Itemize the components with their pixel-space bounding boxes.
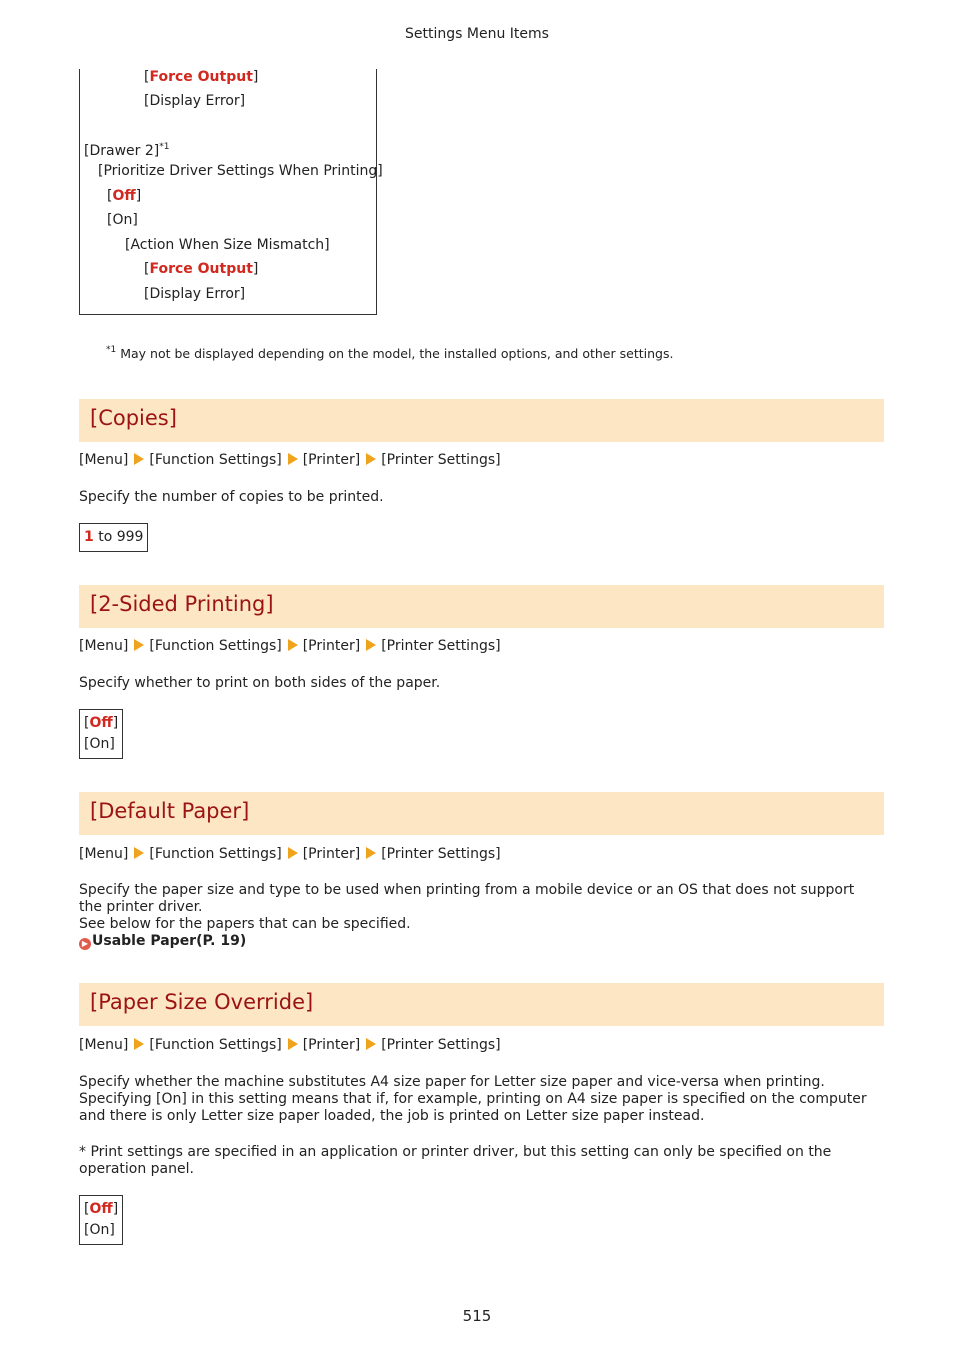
arrow-right-icon	[134, 1038, 144, 1050]
path-printer-settings: [Printer Settings]	[381, 638, 501, 654]
path-function-settings: [Function Settings]	[149, 638, 282, 654]
menu-path-default-paper	[79, 846, 501, 862]
section-title-2-sided	[79, 585, 884, 628]
usable-paper-link[interactable]	[79, 933, 879, 950]
path-function-settings: [Function Settings]	[149, 452, 282, 468]
arrow-right-icon	[366, 1038, 376, 1050]
settings-tree-box	[79, 69, 383, 315]
default-paper-description	[79, 882, 879, 950]
path-printer-settings: [Printer Settings]	[381, 846, 501, 862]
tree-prioritize-driver: [Prioritize Driver Settings When Printing]	[98, 163, 383, 179]
option-off: [Off]	[84, 715, 119, 731]
section-heading: [Paper Size Override]	[90, 990, 314, 1014]
option-off: [Off]	[84, 1201, 119, 1217]
arrow-right-icon	[366, 453, 376, 465]
section-title-paper-override	[79, 983, 884, 1026]
menu-path-paper-override	[79, 1037, 501, 1053]
description-paragraph: Specify the paper size and type to be used when printing from a mobile device or an OS that does not support the printer driver.	[79, 882, 855, 915]
arrow-right-icon	[134, 453, 144, 465]
description-paragraph: See below for the papers that can be specified.	[79, 916, 411, 932]
path-printer-settings: [Printer Settings]	[381, 452, 501, 468]
arrow-right-icon	[134, 847, 144, 859]
path-menu: [Menu]	[79, 452, 129, 468]
option-on: [On]	[84, 736, 115, 752]
menu-path-2-sided	[79, 638, 501, 654]
footnote	[106, 346, 673, 361]
two-sided-options-box	[79, 709, 123, 759]
path-menu: [Menu]	[79, 1037, 129, 1053]
footnote-marker: *1	[159, 142, 170, 152]
menu-path-copies	[79, 452, 501, 468]
path-function-settings: [Function Settings]	[149, 1037, 282, 1053]
paper-override-description: Specify whether the machine substitutes A4 size paper for Letter size paper and vice-versa when printing. Specifying [On] in this setting means that if, for example, printing on A4 size paper is specified on the computer and there is only Letter size paper loaded, the job is printed on Letter size paper instead.	[79, 1074, 867, 1124]
arrow-right-icon	[366, 847, 376, 859]
tree-force-output-2: [Force Output]	[144, 261, 259, 277]
default-value: Off	[112, 188, 136, 204]
path-printer: [Printer]	[302, 846, 361, 862]
section-heading: [Copies]	[90, 406, 177, 430]
tree-display-error-1: [Display Error]	[144, 93, 246, 109]
copies-range-box	[79, 523, 148, 552]
path-printer: [Printer]	[302, 1037, 361, 1053]
section-title-default-paper	[79, 792, 884, 835]
footnote-marker: *1	[106, 345, 117, 355]
default-value: Force Output	[149, 261, 253, 277]
arrow-right-icon	[288, 847, 298, 859]
drawer2-label: [Drawer 2]	[84, 143, 160, 159]
arrow-right-icon	[134, 639, 144, 651]
arrow-right-icon	[288, 1038, 298, 1050]
paper-override-note: * Print settings are specified in an application or printer driver, but this setting can only be specified on the operation panel.	[79, 1144, 832, 1177]
footnote-text: May not be displayed depending on the model, the installed options, and other settings.	[116, 346, 674, 361]
two-sided-description: Specify whether to print on both sides of the paper.	[79, 675, 441, 691]
paper-override-options-box	[79, 1195, 123, 1245]
path-printer: [Printer]	[302, 452, 361, 468]
link-arrow-icon: ▶	[79, 938, 91, 950]
tree-off: [Off]	[107, 188, 142, 204]
range-text: to 999	[93, 529, 144, 545]
link-text[interactable]: Usable Paper(P. 19)	[92, 933, 247, 949]
option-on: [On]	[84, 1222, 115, 1238]
path-printer: [Printer]	[302, 638, 361, 654]
arrow-right-icon	[288, 453, 298, 465]
tree-display-error-2: [Display Error]	[144, 286, 246, 302]
page-header: Settings Menu Items	[405, 26, 549, 42]
path-function-settings: [Function Settings]	[149, 846, 282, 862]
section-title-copies	[79, 399, 884, 442]
arrow-right-icon	[366, 639, 376, 651]
section-heading: [2-Sided Printing]	[90, 592, 274, 616]
path-printer-settings: [Printer Settings]	[381, 1037, 501, 1053]
default-value: Off	[89, 1201, 113, 1217]
tree-action-mismatch: [Action When Size Mismatch]	[125, 237, 330, 253]
tree-force-output-1: [Force Output]	[144, 69, 259, 85]
tree-drawer2	[84, 143, 169, 159]
page-number: 515	[462, 1307, 492, 1325]
copies-description: Specify the number of copies to be printed.	[79, 489, 384, 505]
arrow-right-icon	[288, 639, 298, 651]
path-menu: [Menu]	[79, 846, 129, 862]
default-value: Force Output	[149, 69, 253, 85]
path-menu: [Menu]	[79, 638, 129, 654]
tree-on: [On]	[107, 212, 138, 228]
default-value: 1	[84, 529, 94, 545]
default-value: Off	[89, 715, 113, 731]
section-heading: [Default Paper]	[90, 799, 250, 823]
